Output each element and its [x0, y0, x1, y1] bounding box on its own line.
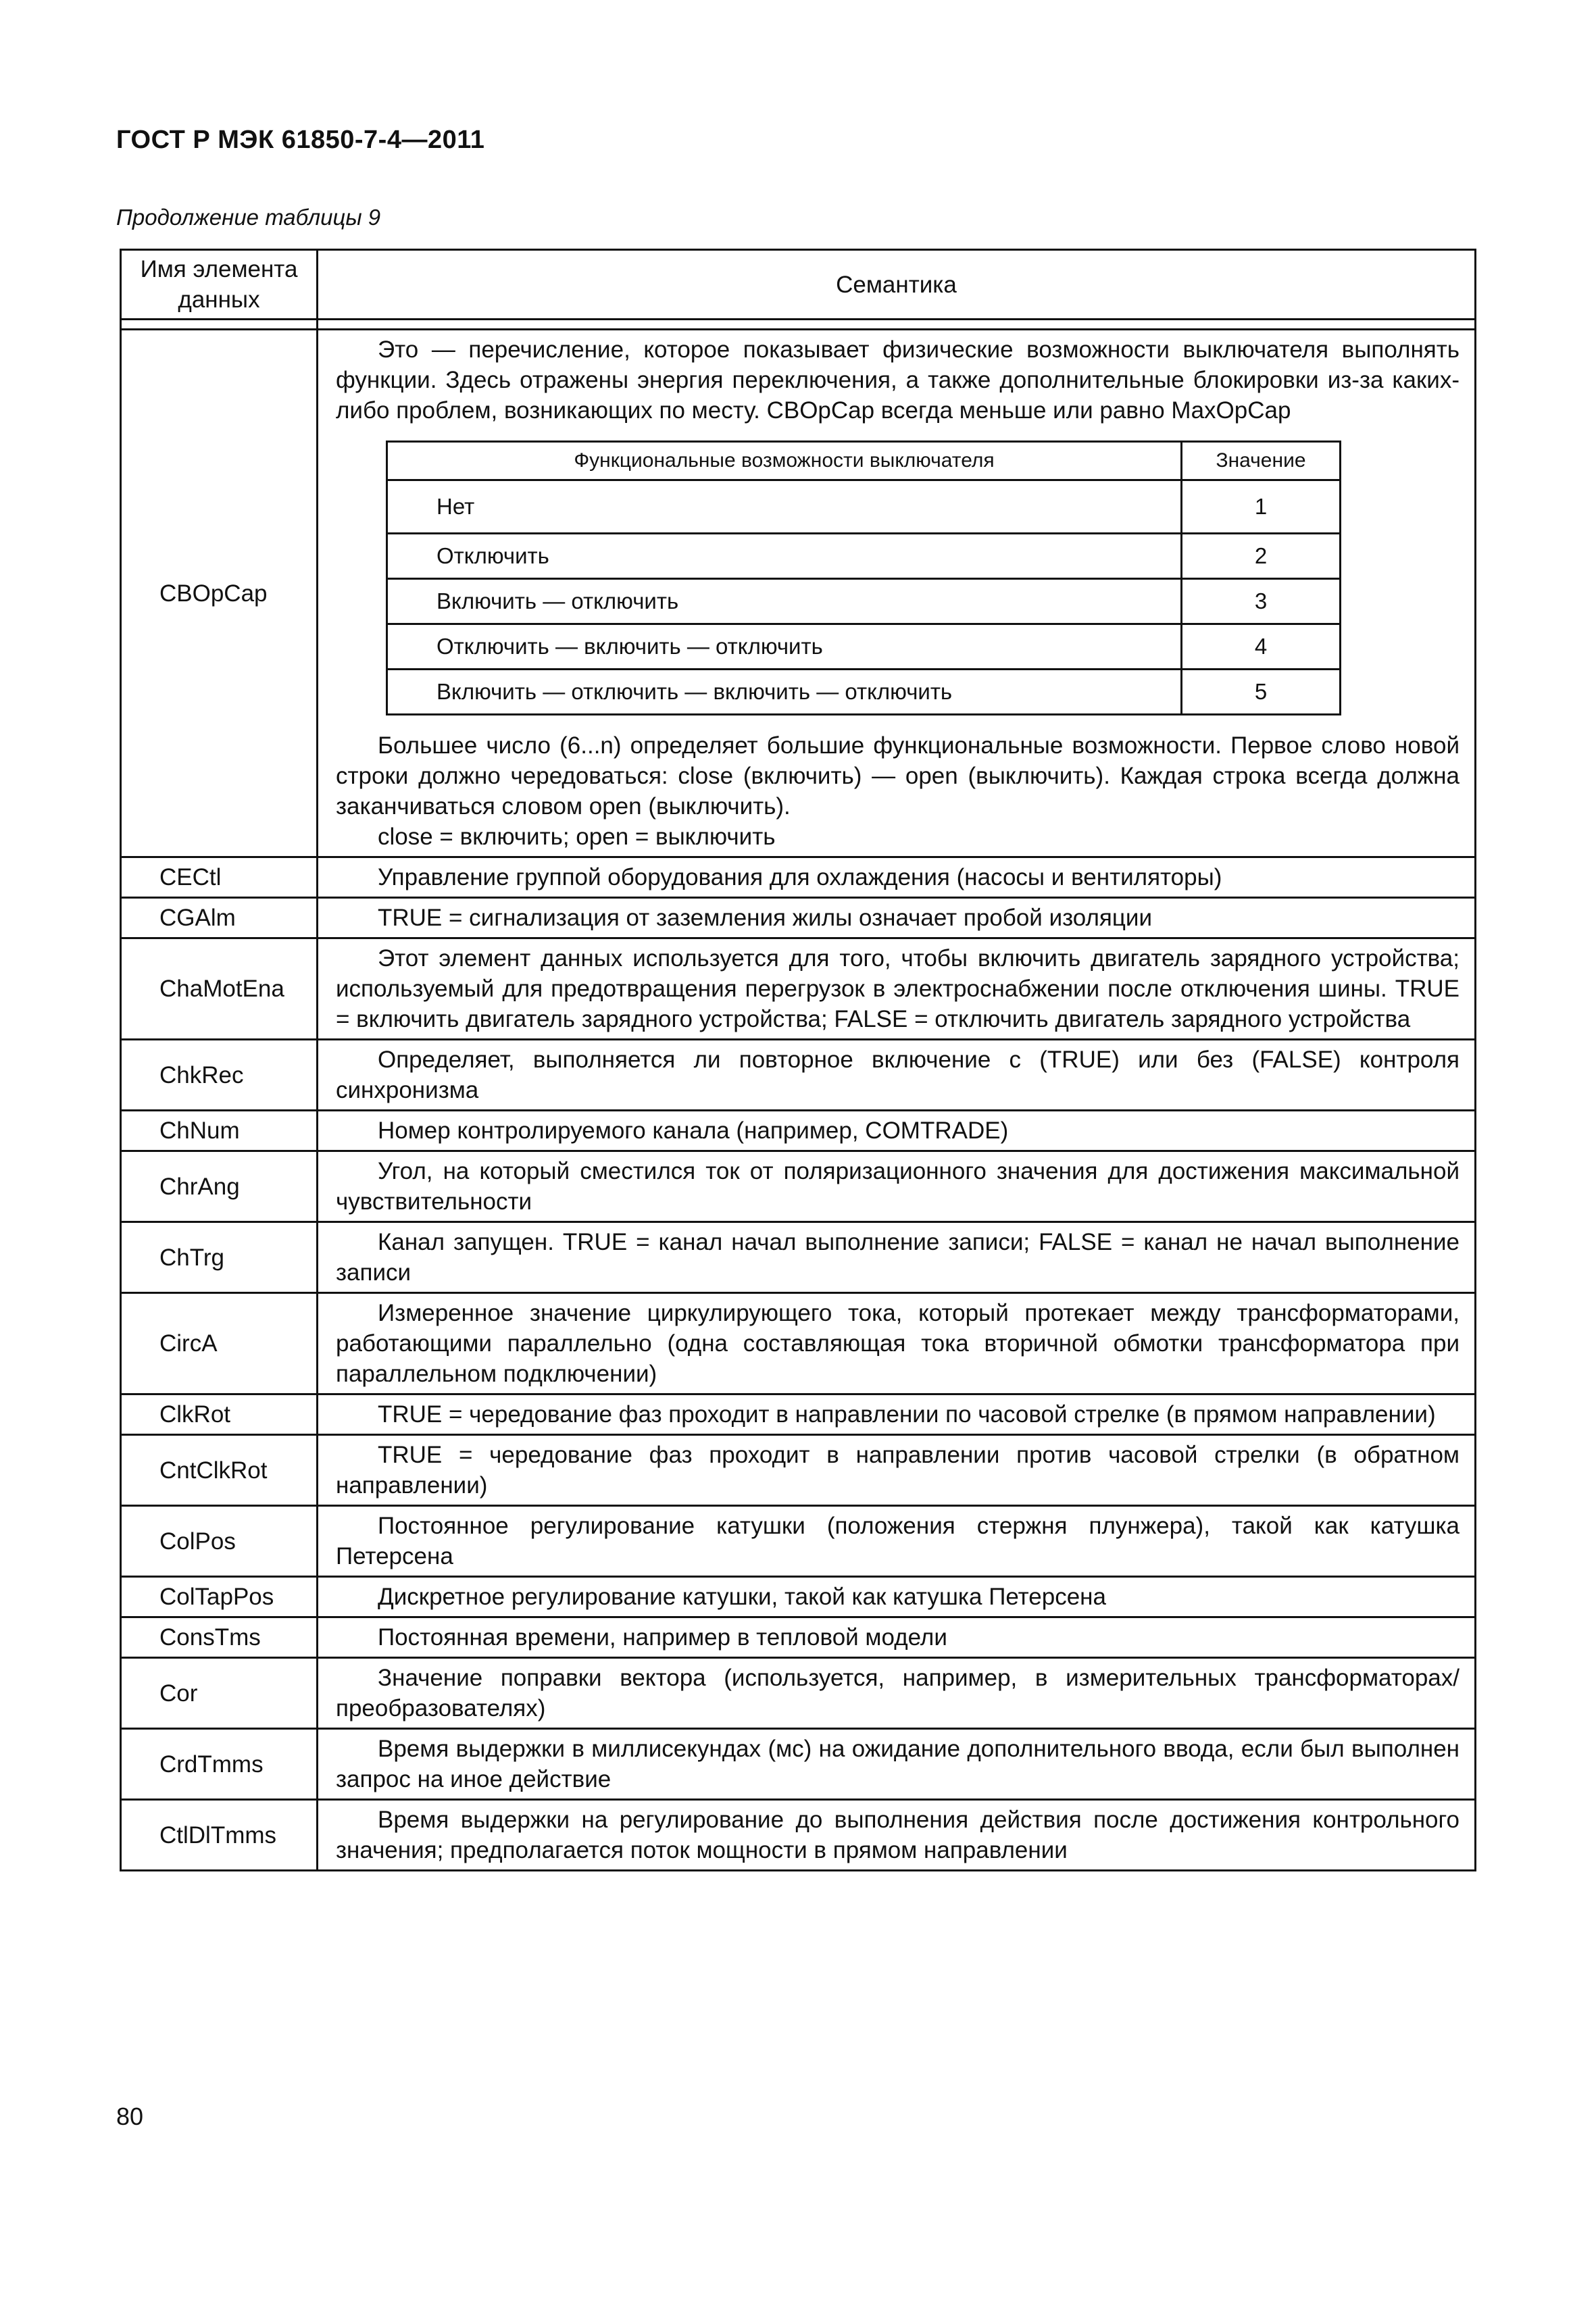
row-semantic: [318, 898, 1476, 938]
row-semantic: [318, 938, 1476, 1040]
data-elements-table: [120, 249, 1476, 1871]
table-row: [121, 1111, 1476, 1151]
inner-header-capability: Функциональные возможности выключателя: [387, 442, 1182, 480]
inner-header-value: Значение: [1182, 442, 1341, 480]
inner-capability: Включить — отключить — включить — отключить: [387, 670, 1182, 715]
row-name: CBOpCap: [121, 330, 318, 857]
document-header: ГОСТ Р МЭК 61850-7-4—2011: [116, 126, 485, 154]
row-semantic: [318, 1800, 1476, 1871]
row-name: CGAlm: [121, 898, 318, 938]
row-name: ChNum: [121, 1111, 318, 1151]
inner-capability: Отключить — включить — отключить: [387, 624, 1182, 670]
row-name: CECtl: [121, 857, 318, 898]
cbopcap-outro: Большее число (6...n) определяет большие функциональные возможности. Первое слово новой строки должно чередоваться: close (включить) — open (выключить). Каждая строка всегда должна заканчиваться словом open (выключить).: [336, 732, 1460, 820]
row-semantic-text: Угол, на который сместился ток от поляризационного значения для достижения максимальной чувствительности: [336, 1158, 1460, 1215]
table-row: [121, 1577, 1476, 1617]
inner-capability: Нет: [387, 480, 1182, 534]
row-semantic-text: Измеренное значение циркулирующего тока, который протекает между трансформаторами, работающими параллельно (одна составляющая тока вторичной обмотки трансформатора при параллельном подключении): [336, 1300, 1460, 1387]
row-name: CtlDlTmms: [121, 1800, 318, 1871]
inner-capability: Отключить: [387, 534, 1182, 579]
row-semantic-text: Значение поправки вектора (используется, например, в измерительных трансформаторах/преобразователях): [336, 1665, 1460, 1721]
row-semantic: [318, 857, 1476, 898]
row-name: ColPos: [121, 1506, 318, 1577]
inner-row: [387, 534, 1341, 579]
table-row: [121, 1394, 1476, 1435]
table-caption: Продолжение таблицы 9: [116, 205, 381, 230]
table-row: [121, 1222, 1476, 1293]
inner-capability: Включить — отключить: [387, 579, 1182, 624]
row-semantic-text: Дискретное регулирование катушки, такой как катушка Петерсена: [378, 1584, 1106, 1610]
row-semantic-text: TRUE = сигнализация от заземления жилы означает пробой изоляции: [378, 905, 1152, 931]
inner-row: [387, 624, 1341, 670]
table-row: [121, 1506, 1476, 1577]
row-name: ChrAng: [121, 1151, 318, 1222]
table-row: [121, 1729, 1476, 1800]
inner-value: 1: [1182, 480, 1341, 534]
row-semantic: [318, 1222, 1476, 1293]
row-semantic: [318, 1729, 1476, 1800]
row-name: ClkRot: [121, 1394, 318, 1435]
row-semantic-text: Время выдержки на регулирование до выполнения действия после достижения контрольного значения; предполагается поток мощности в прямом направлении: [336, 1807, 1460, 1863]
row-name: CircA: [121, 1293, 318, 1394]
row-name: ChTrg: [121, 1222, 318, 1293]
row-semantic-text: TRUE = чередование фаз проходит в направлении против часовой стрелки (в обратном направлении): [336, 1442, 1460, 1499]
table-row: [121, 898, 1476, 938]
row-semantic-text: Канал запущен. TRUE = канал начал выполнение записи; FALSE = канал не начал выполнение записи: [336, 1229, 1460, 1286]
inner-value: 4: [1182, 624, 1341, 670]
row-name: ColTapPos: [121, 1577, 318, 1617]
table-row: [121, 1617, 1476, 1658]
inner-header-row: [387, 442, 1341, 480]
row-name: Cor: [121, 1658, 318, 1729]
row-semantic-text: Номер контролируемого канала (например, COMTRADE): [378, 1117, 1009, 1144]
row-semantic: [318, 330, 1476, 857]
table-row: [121, 938, 1476, 1040]
row-semantic: [318, 1040, 1476, 1111]
row-semantic: [318, 1658, 1476, 1729]
table-row: [121, 1040, 1476, 1111]
table-row: [121, 1293, 1476, 1394]
table-row: [121, 1800, 1476, 1871]
inner-value: 5: [1182, 670, 1341, 715]
table-row: [121, 1435, 1476, 1506]
page-number: 80: [116, 2103, 144, 2130]
inner-row: [387, 480, 1341, 534]
column-header-semantic: Семантика: [318, 250, 1476, 320]
row-semantic: [318, 1506, 1476, 1577]
inner-row: [387, 579, 1341, 624]
inner-value: 2: [1182, 534, 1341, 579]
row-semantic-text: Управление группой оборудования для охлаждения (насосы и вентиляторы): [378, 864, 1222, 890]
cbopcap-intro: Это — перечисление, которое показывает физические возможности выключателя выполнять функции. Здесь отражены энергия переключения, а также дополнительные блокировки из-за каких-либо проблем, возникающих по месту. CBOpCap всегда меньше или равно MaxOpCap: [336, 336, 1460, 424]
row-semantic: [318, 1111, 1476, 1151]
row-semantic: [318, 1394, 1476, 1435]
table-row: [121, 1658, 1476, 1729]
column-header-name: Имя элемента данных: [121, 250, 318, 320]
row-semantic: [318, 1151, 1476, 1222]
row-semantic-text: TRUE = чередование фаз проходит в направлении по часовой стрелке (в прямом направлении): [378, 1401, 1436, 1428]
inner-value: 3: [1182, 579, 1341, 624]
row-semantic: [318, 1435, 1476, 1506]
cbopcap-outro-2: close = включить; open = выключить: [378, 824, 776, 850]
row-semantic-text: Время выдержки в миллисекундах (мс) на ожидание дополнительного ввода, если был выполнен запрос на иное действие: [336, 1736, 1460, 1792]
row-semantic-text: Постоянная времени, например в тепловой модели: [378, 1624, 947, 1651]
table-row: [121, 857, 1476, 898]
row-name: ConsTms: [121, 1617, 318, 1658]
row-name: CntClkRot: [121, 1435, 318, 1506]
row-semantic: [318, 1617, 1476, 1658]
row-semantic-text: Постоянное регулирование катушки (положения стержня плунжера), такой как катушка Петерсена: [336, 1513, 1460, 1569]
row-name: ChaMotEna: [121, 938, 318, 1040]
header-separator: [121, 320, 1476, 330]
row-semantic: [318, 1577, 1476, 1617]
inner-row: [387, 670, 1341, 715]
row-semantic-text: Определяет, выполняется ли повторное включение с (TRUE) или без (FALSE) контроля синхронизма: [336, 1047, 1460, 1103]
row-name: CrdTmms: [121, 1729, 318, 1800]
row-semantic-text: Этот элемент данных используется для того, чтобы включить двигатель зарядного устройства; используемый для предотвращения перегрузок в электроснабжении после отключения шины. TRUE = включить двигатель зарядного устройства; FALSE = отключить двигатель зарядного устройства: [336, 945, 1460, 1032]
row-semantic: [318, 1293, 1476, 1394]
row-name: ChkRec: [121, 1040, 318, 1111]
table-header-row: [121, 250, 1476, 320]
breaker-capability-table: [386, 441, 1341, 715]
table-row: [121, 1151, 1476, 1222]
table-row-cbopcap: [121, 330, 1476, 857]
